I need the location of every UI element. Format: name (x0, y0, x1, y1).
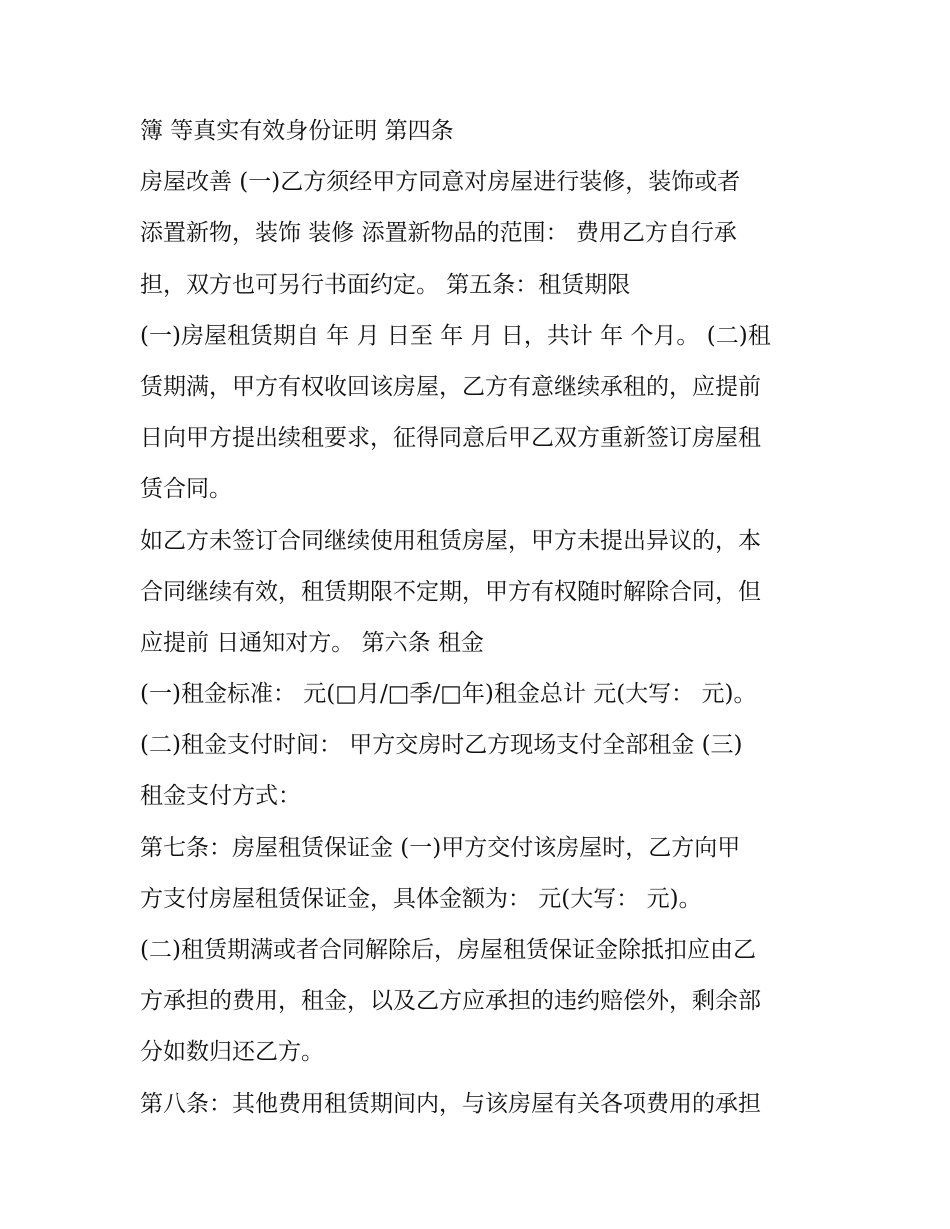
text-line-7: 日向甲方提出续租要求，征得同意后甲乙双方重新签订房屋租 (140, 425, 761, 452)
text-line-6: 赁期满，甲方有权收回该房屋，乙方有意继续承租的，应提前 (140, 373, 761, 400)
text-line-11: 应提前 日通知对方。 第六条 租金 (140, 629, 484, 656)
text-line-4: 担，双方也可另行书面约定。 第五条：租赁期限 (140, 271, 631, 298)
text-line-9: 如乙方未签订合同继续使用租赁房屋，甲方未提出异议的，本 (140, 527, 761, 554)
text-line-5: (一)房屋租赁期自 年 月 日至 年 月 日，共计 年 个月。 (二)租 (140, 322, 771, 349)
text-line-12: (一)租金标准： 元(□月/□季/□年)租金总计 元(大写： 元)。 (140, 681, 757, 708)
text-line-13: (二)租金支付时间： 甲方交房时乙方现场支付全部租金 (三) (140, 732, 743, 759)
text-line-14: 租金支付方式： (140, 783, 301, 810)
text-line-20: 第八条：其他费用租赁期间内，与该房屋有关各项费用的承担 (140, 1090, 761, 1117)
text-line-19: 分如数归还乙方。 (140, 1039, 324, 1066)
text-line-10: 合同继续有效，租赁期限不定期，甲方有权随时解除合同，但 (140, 578, 761, 605)
text-line-2: 房屋改善 (一)乙方须经甲方同意对房屋进行装修，装饰或者 (140, 169, 741, 196)
text-line-3: 添置新物，装饰 装修 添置新物品的范围： 费用乙方自行承 (140, 220, 737, 247)
text-line-18: 方承担的费用，租金，以及乙方应承担的违约赔偿外，剩余部 (140, 988, 761, 1015)
contract-text-block (140, 106, 820, 1130)
text-line-16: 方支付房屋租赁保证金，具体金额为： 元(大写： 元)。 (140, 885, 702, 912)
text-line-15: 第七条：房屋租赁保证金 (一)甲方交付该房屋时，乙方向甲 (140, 834, 741, 861)
text-line-1: 簿 等真实有效身份证明 第四条 (140, 118, 454, 144)
text-line-17: (二)租赁期满或者合同解除后，房屋租赁保证金除抵扣应由乙 (140, 937, 756, 963)
text-line-8: 赁合同。 (140, 476, 232, 503)
